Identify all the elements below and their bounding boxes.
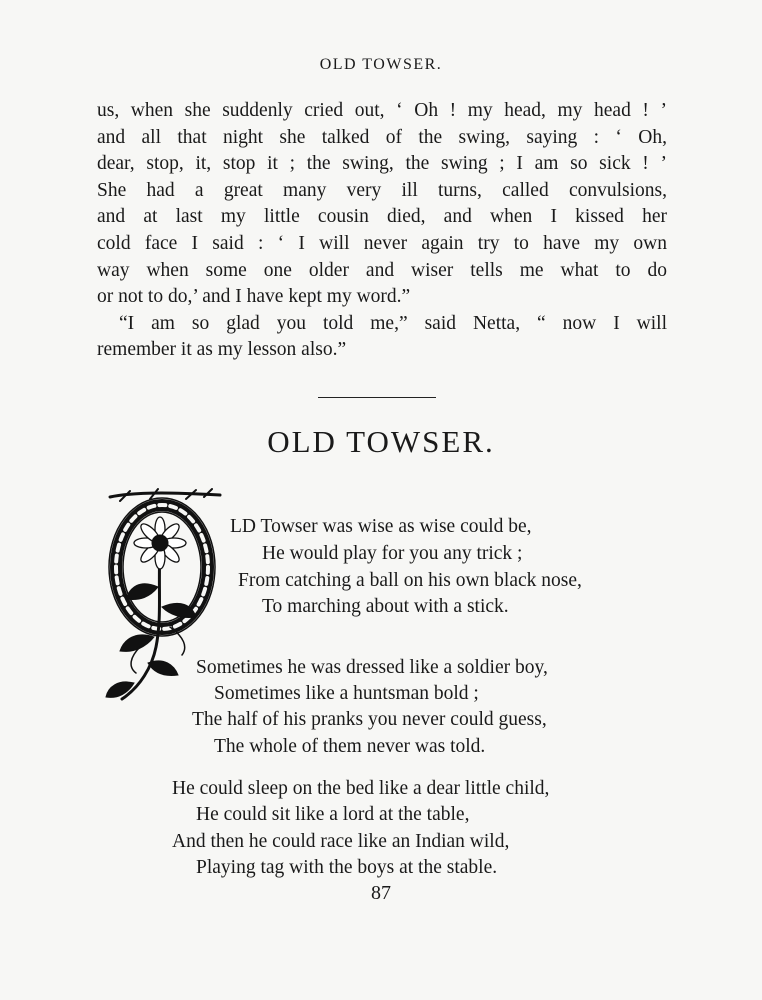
poem-line: He could sit like a lord at the table, — [196, 804, 470, 825]
running-head: OLD TOWSER. — [319, 56, 443, 73]
poem-line: Playing tag with the boys at the stable. — [196, 857, 498, 878]
prose-line: “I am so glad you told me,” said Netta, “ now I will — [119, 312, 667, 334]
poem-line: And then he could race like an Indian wild, — [172, 831, 510, 852]
poem-line: Sometimes he was dressed like a soldier boy, — [196, 657, 548, 678]
prose-line: She had a great many very ill turns, called convulsions, — [97, 179, 667, 201]
poem-title: OLD TOWSER. — [267, 424, 495, 459]
poem-line: Sometimes like a huntsman bold ; — [214, 683, 479, 704]
poem-line: The whole of them never was told. — [214, 736, 486, 757]
poem-line: LD Towser was wise as wise could be, — [230, 516, 532, 537]
prose-line: or not to do,’ and I have kept my word.” — [97, 286, 411, 308]
poem-line: From catching a ball on his own black nose, — [238, 570, 582, 591]
poem-line: He would play for you any trick ; — [262, 543, 523, 564]
prose-line: and at last my little cousin died, and when I kissed her — [97, 206, 667, 228]
prose-line: and all that night she talked of the swing, saying : ‘ Oh, — [97, 126, 667, 148]
sunflower-icon — [134, 517, 186, 569]
prose-line: us, when she suddenly cried out, ‘ Oh ! my head, my head ! ’ — [97, 100, 667, 121]
section-divider — [318, 397, 436, 398]
prose-line: cold face I said : ‘ I will never again try to have my own — [97, 232, 667, 254]
page-number: 87 — [371, 882, 391, 904]
poem-line: To marching about with a stick. — [262, 596, 509, 617]
prose-line: remember it as my lesson also.” — [97, 339, 347, 361]
poem-line: The half of his pranks you never could guess, — [192, 709, 547, 730]
prose-line: way when some one older and wiser tells me what to do — [97, 259, 667, 281]
poem-line: He could sleep on the bed like a dear little child, — [172, 778, 550, 799]
prose-paragraph — [97, 98, 667, 364]
prose-line: dear, stop, it, stop it ; the swing, the swing ; I am so sick ! ’ — [97, 153, 667, 175]
